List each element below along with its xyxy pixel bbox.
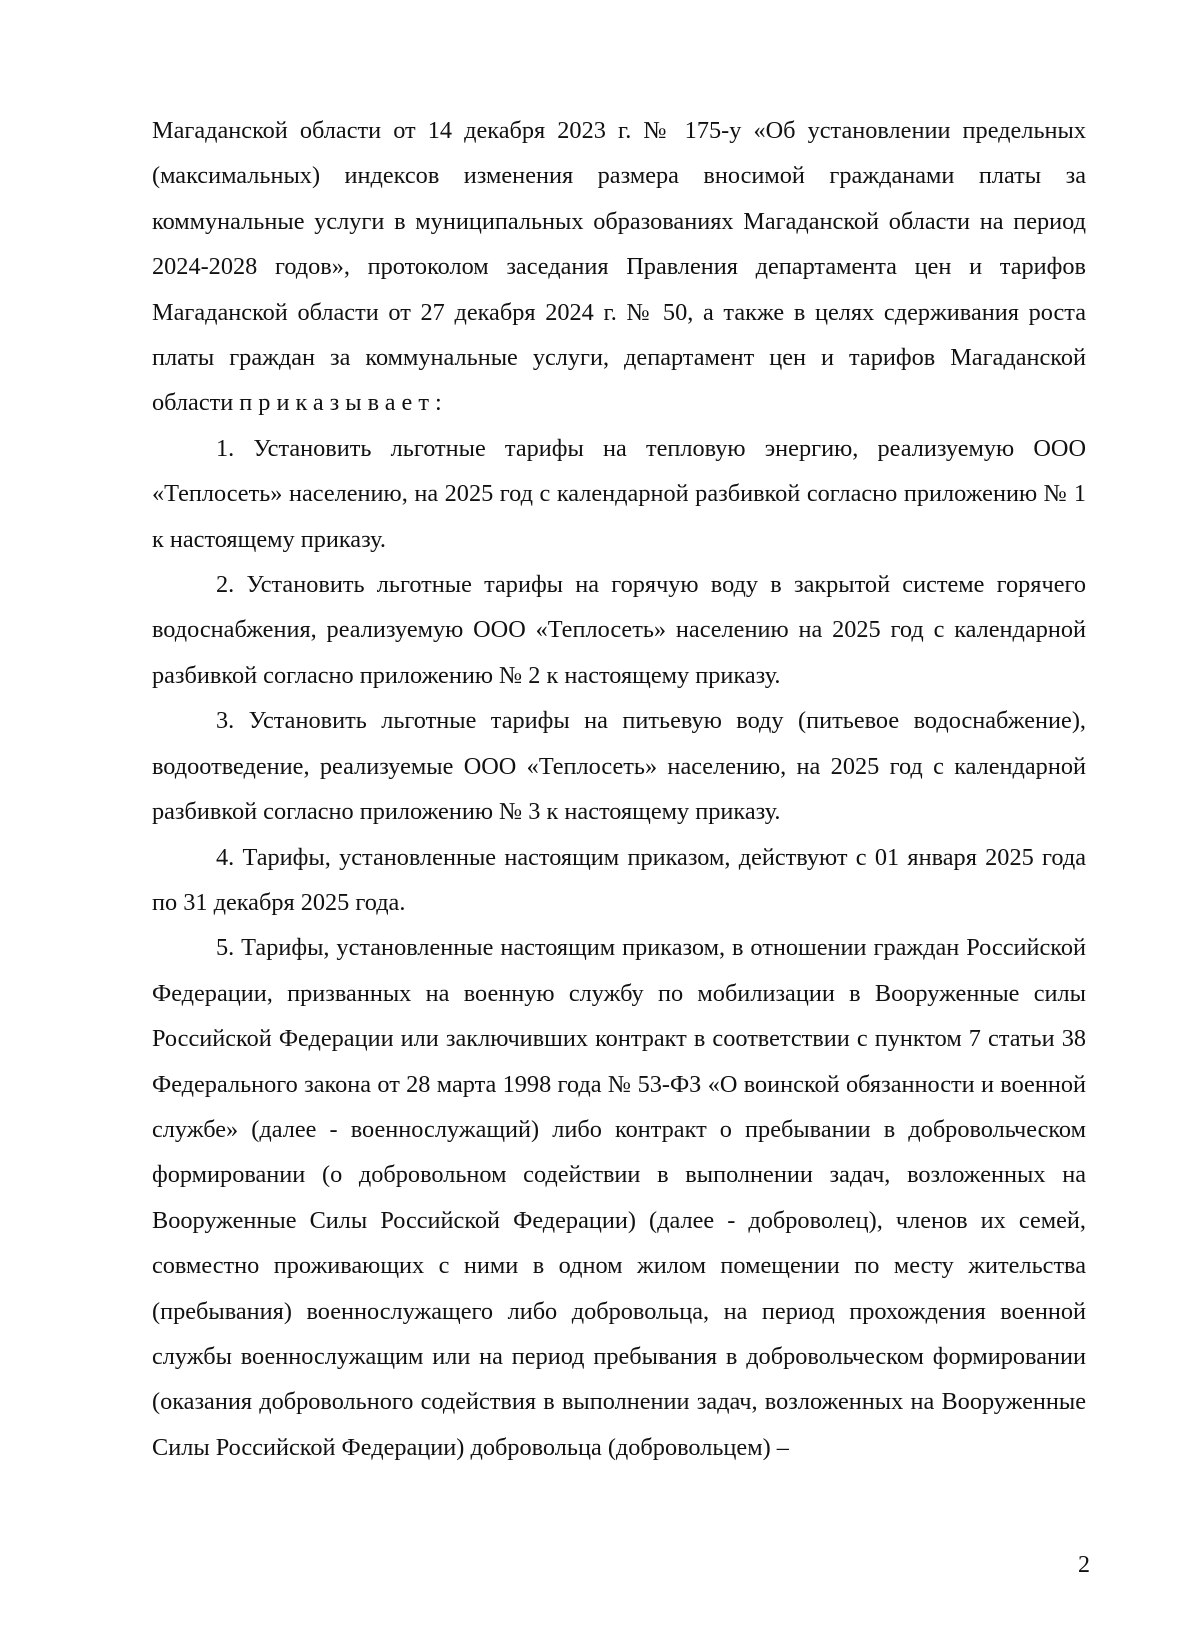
item-1: 1. Установить льготные тарифы на тепловую энергию, реализуемую ООО «Теплосеть» населению, на 2025 год с календарной разбивкой согласно приложению № 1 к настоящему приказу. bbox=[152, 434, 1086, 553]
intro-text: Магаданской области от 14 декабря 2023 г. № 175-у «Об установлении предельных (максимальных) индексов изменения размера вносимой гражданами платы за коммунальные услуги в муниципальных образованиях Магаданской области на период 2024-2028 годов», протоколом заседания Правления департамента цен и тарифов Магаданской области от 27 декабря 2024 г. № 50, а также в целях сдерживания роста платы граждан за коммунальные услуги, департамент цен и тарифов Магаданской области bbox=[152, 117, 1086, 417]
item-4: 4. Тарифы, установленные настоящим приказом, действуют с 01 января 2025 года по 31 декабря 2025 года. bbox=[152, 843, 1086, 916]
document-body bbox=[152, 108, 1086, 1470]
intro-paragraph bbox=[152, 108, 1086, 426]
intro-colon: : bbox=[434, 389, 442, 417]
orders-word: приказывает bbox=[239, 389, 435, 417]
item-3: 3. Установить льготные тарифы на питьевую воду (питьевое водоснабжение), водоотведение, реализуемые ООО «Теплосеть» населению, на 2025 год с календарной разбивкой согласно приложению № 3 к настоящему приказу. bbox=[152, 707, 1086, 826]
item-2: 2. Установить льготные тарифы на горячую воду в закрытой системе горячего водоснабжения, реализуемую ООО «Теплосеть» населению на 2025 год с календарной разбивкой согласно приложению № 2 к настоящему приказу. bbox=[152, 571, 1086, 689]
item-5: 5. Тарифы, установленные настоящим приказом, в отношении граждан Российской Федерации, призванных на военную службу по мобилизации в Вооруженные силы Российской Федерации или заключивших контракт в соответствии с пунктом 7 статьи 38 Федерального закона от 28 марта 1998 года № 53-ФЗ «О воинской обязанности и военной службе» (далее - военнослужащий) либо контракт о пребывании в добровольческом формировании (о добровольном содействии в выполнении задач, возложенных на Вооруженные Силы Российской Федерации) (далее - доброволец), членов их семей, совместно проживающих с ними в одном жилом помещении по месту жительства (пребывания) военнослужащего либо добровольца, на период прохождения военной службы военнослужащим или на период пребывания в добровольческом формировании (оказания добровольного содействия в выполнении задач, возложенных на Вооруженные Силы Российской Федерации) добровольца (добровольцем) – bbox=[152, 934, 1086, 1461]
page-number: 2 bbox=[1078, 1552, 1090, 1578]
